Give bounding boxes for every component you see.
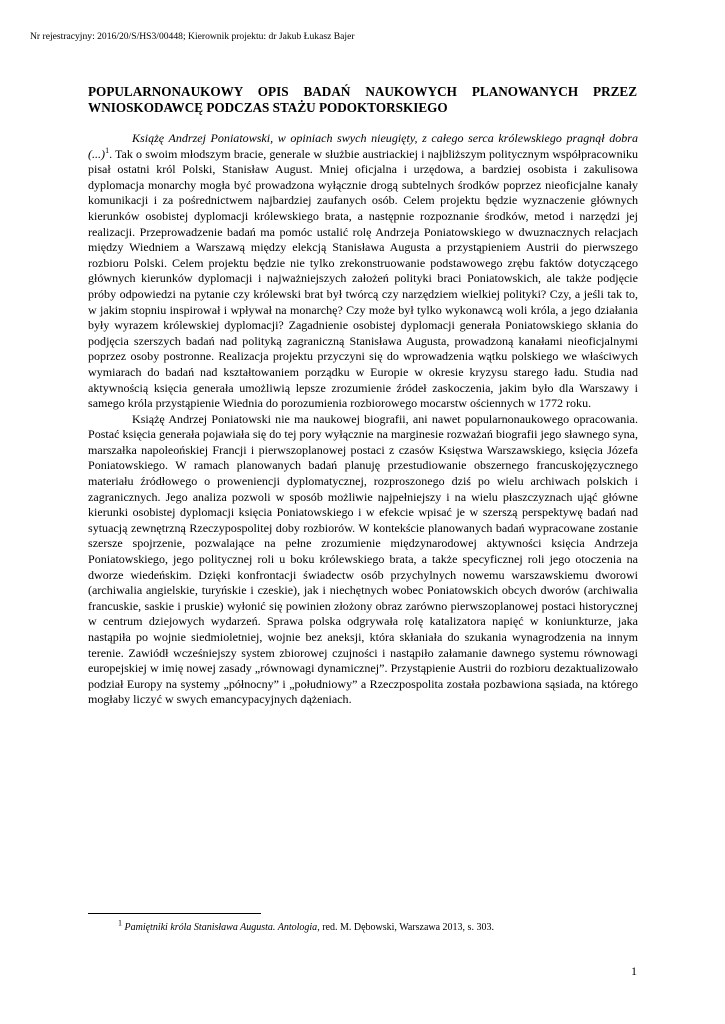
paragraph-1-text: . Tak o swoim młodszym bracie, generale w służbie austriackiej i najbliższym politycznym współpracowniku pisał ostatni król Polski, Stanisław August. Mniej oficjalna i urzędowa, a bardziej osobista i zakulisowa dyplomacja monarchy mogła być prowadzona wyłącznie drogą subtelnych środków poprzez nieoficjalne kanały komunikacji i za pośrednictwem najbardziej zaufanych osób. Celem projektu będzie wyznaczenie głównych kierunków osobistej dyplomacji królewskiego brata, a następnie rozpoznanie środków, metod i narzędzi jej realizacji. Przeprowadzenie badań ma pomóc ustalić rolę Andrzeja Poniatowskiego w dwuznacznych relacjach między Wiedniem a Warszawą między elekcją Stanisława Augusta a przystąpieniem Austrii do pierwszego rozbioru Polski. Celem projektu będzie nie tylko zrekonstruowanie podstawowego zrębu faktów dotyczącego głównych kierunków dyplomacji i najważniejszych założeń polityki braci Poniatowskich, ale także podjęcie próby odpowiedzi na pytanie czy królewski brat był twórcą czy narzędziem wielkiej polityki? Czy, a jeśli tak to, w jakim stopniu inspirował i wpływał na monarchę? Czy może był tylko wykonawcą woli króla, a jego działania były wyrazem królewskiej dyplomacji? Zagadnienie osobistej dyplomacji generała Poniatowskiego skłania do podjęcia szerszych badań nad polityką zagraniczną Stanisława Augusta, prowadzoną kanałami nieoficjalnymi poprzez osoby postronne. Realizacja projektu przyczyni się do wprowadzenia wątku polskiego we właściwych wymiarach do badań nad kształtowaniem porządku w Europie w okresie kryzysu starego ładu. Studia nad aktywnością księcia generała umożliwią lepsze zrozumienie źródeł zaskoczenia, jakim było dla Warszawy i samego króla przystąpienie Wiednia do porozumienia rozbiorowego mocarstw ościennych w 1772 roku. — [88, 146, 638, 411]
document-body — [88, 131, 638, 708]
document-title: POPULARNONAUKOWY OPIS BADAŃ NAUKOWYCH PLANOWANYCH PRZEZ WNIOSKODAWCĘ PODCZAS STAŻU PODOKTORSKIEGO — [88, 84, 637, 115]
paragraph-2-text: Książę Andrzej Poniatowski nie ma naukowej biografii, ani nawet popularnonaukowego opracowania. Postać księcia generała pojawiała się do tej pory wyłącznie na marginesie rozważań biografii jego sławnego syna, marszałka napoleońskiej Francji i pierwszoplanowej postaci z czasów Księstwa Warszawskiego, księcia Józefa Poniatowskiego. W ramach planowanych badań planuję przestudiowanie obszernego francuskojęzycznego materiału źródłowego o proweniencji dyplomatycznej, rozproszonego dziś po wielu archiwach polskich i zagranicznych. Jego analiza pozwoli w sposób możliwie najpełniejszy i na wielu płaszczyznach ująć główne kierunki osobistej dyplomacji księcia Poniatowskiego i w efekcie wpisać je w szerszą perspektywę badań nad sytuacją zewnętrzną Rzeczypospolitej doby rozbiorów. W kontekście planowanych badań wypracowane zostanie szersze spojrzenie, pozwalające na pełne zrozumienie międzynarodowej aktywności księcia Andrzeja Poniatowskiego, jego politycznej roli u boku królewskiego brata, a także specyficznej roli jego otoczenia na dworze wiedeńskim. Dzięki konfrontacji świadectw osób przychylnych nowemu warszawskiemu dworowi (archiwalia angielskie, turyńskie i czeskie), jak i niechętnych wobec Poniatowskich obcych dworów (archiwalia francuskie, saskie i pruskie) wyłonić się powinien złożony obraz zarówno pierwszoplanowej postaci historycznej w centrum dziejowych wydarzeń. Sprawa polska odgrywała rolę katalizatora napięć w koniunkturze, jaka nastąpiła po wojnie siedmioletniej, wojnie bez aneksji, która skłaniała do szukania wynagrodzenia na innym terenie. Zawiódł wcześniejszy system zbiorowej czujności i nastąpiło załamanie dawnego systemu równowagi europejskiej w imię nowej zasady „równowagi dynamicznej”. Przystąpienie Austrii do rozbioru dezaktualizowało podział Europy na systemy „północny” i „południowy” a Rzeczpospolita została pozbawiona sąsiada, na którego mogłaby liczyć w swych emancypacyjnych dążeniach. — [88, 411, 638, 707]
footnote-source-details: , red. M. Dębowski, Warszawa 2013, s. 303. — [317, 922, 494, 933]
paragraph-2 — [88, 412, 638, 708]
page-number: 1 — [631, 964, 637, 978]
footnote-number: 1 — [118, 918, 122, 928]
paragraph-1 — [88, 131, 638, 412]
footnote — [118, 918, 494, 934]
footnote-separator — [88, 913, 261, 914]
opening-quote: Książę Andrzej Poniatowski, w opiniach swych nieugięty, z całego serca królewskiego pragnął dobra (...) — [88, 131, 638, 161]
document-header: Nr rejestracyjny: 2016/20/S/HS3/00448; Kierownik projektu: dr Jakub Łukasz Bajer — [30, 31, 355, 42]
footnote-reference: 1 — [105, 145, 110, 155]
footnote-source-title: Pamiętniki króla Stanisława Augusta. Antologia — [124, 922, 318, 933]
